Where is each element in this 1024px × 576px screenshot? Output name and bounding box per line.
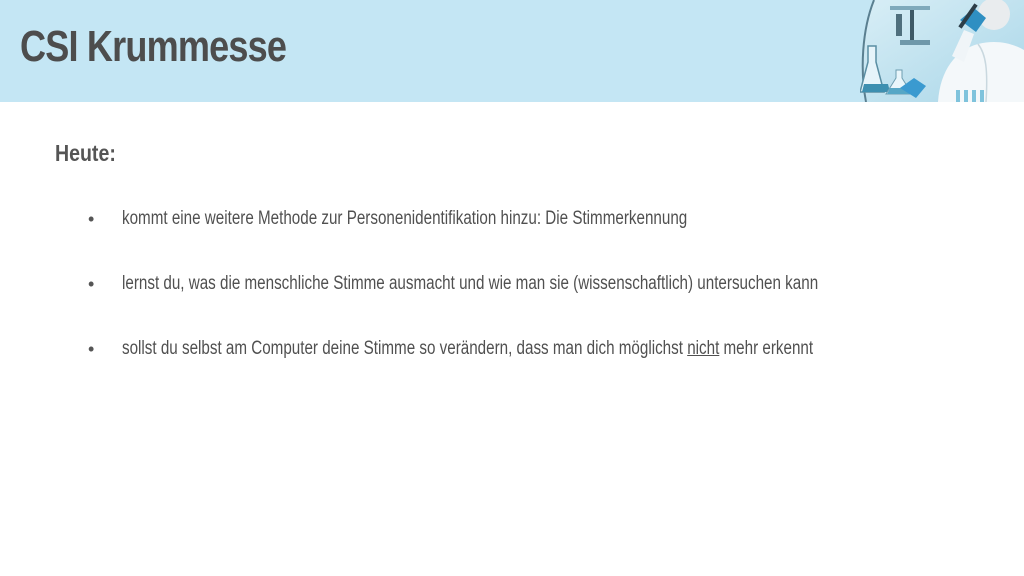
bullet-text: kommt eine weitere Methode zur Personenidentifikation hinzu: Die Stimmerkennung (122, 208, 688, 229)
bullet-marker: • (88, 339, 95, 359)
bullet-marker: • (88, 274, 95, 294)
bullet-text: lernst du, was die menschliche Stimme ausmacht und wie man sie (wissenschaftlich) untersuchen kann (122, 273, 819, 294)
bullet-marker: • (88, 209, 95, 229)
laboratory-scientist-photo (860, 0, 1024, 102)
emphasized-word: nicht (687, 338, 720, 359)
slide-title: CSI Krummesse (20, 22, 287, 71)
bullet-text-after: mehr erkennt (719, 338, 814, 359)
bullet-text (122, 338, 813, 360)
bullet-text-before: sollst du selbst am Computer deine Stimme so verändern, dass man dich möglichst (122, 338, 688, 359)
subheading-today: Heute: (55, 140, 116, 166)
